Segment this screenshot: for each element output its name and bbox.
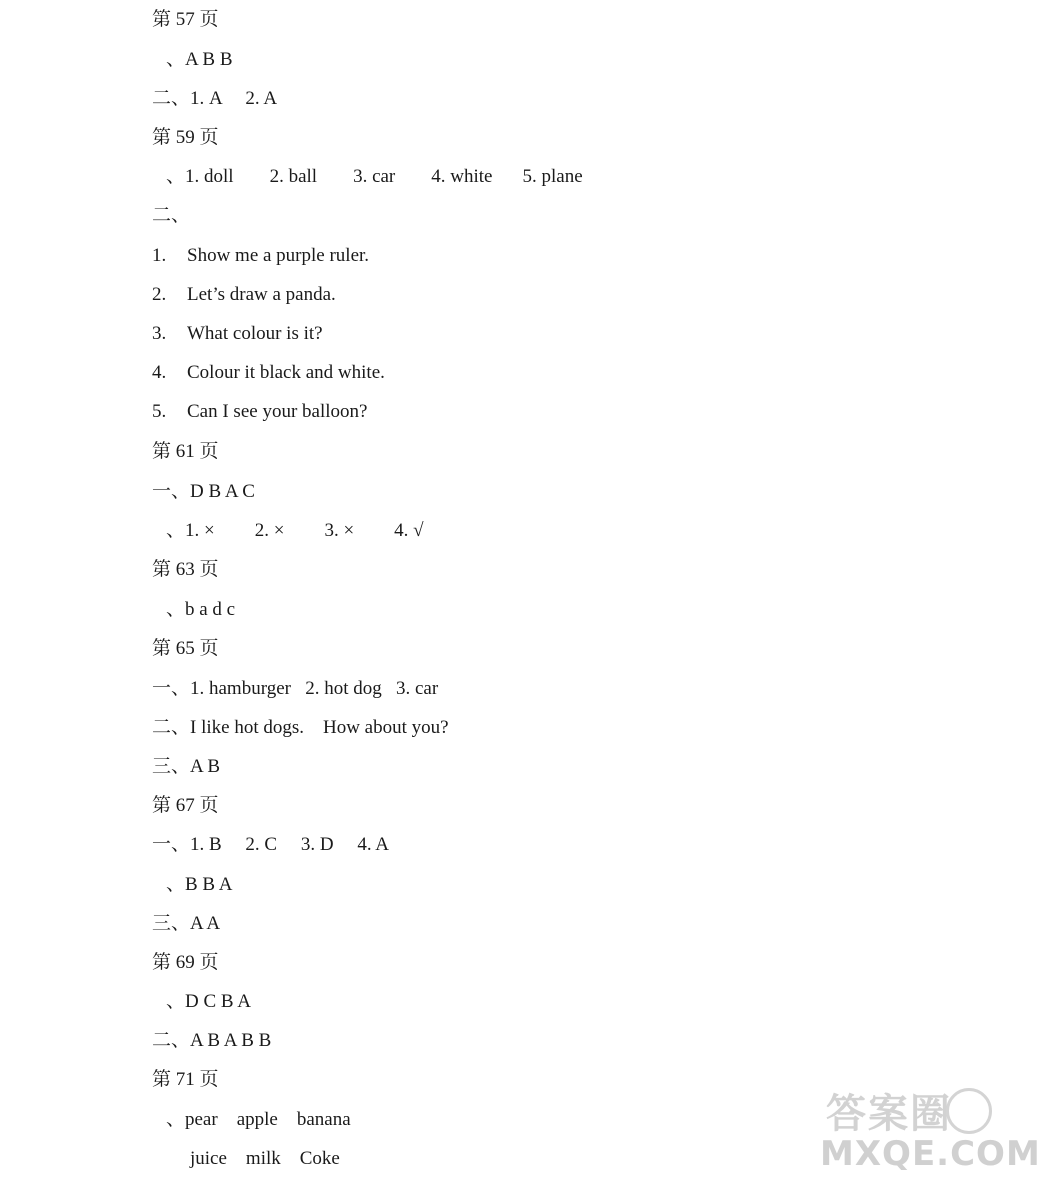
- answer-line: 、b a d c: [166, 599, 236, 620]
- page-heading-69: 第 69 页: [152, 952, 219, 973]
- sentence-number: 4.: [152, 362, 167, 383]
- page-heading-61: 第 61 页: [152, 441, 219, 462]
- watermark-logo: [808, 1082, 1041, 1174]
- answer-item: 、1. ×: [166, 520, 215, 541]
- answer-item: 2. ball: [269, 166, 318, 187]
- answer-item: 2. ×: [254, 520, 285, 541]
- answer-line: juice milk Coke: [190, 1148, 340, 1169]
- answer-item: 4. √: [394, 520, 424, 541]
- sentence-text: Show me a purple ruler.: [187, 245, 370, 266]
- sentence-text: Let’s draw a panda.: [187, 284, 336, 305]
- answer-line: [166, 166, 583, 188]
- answer-item: 3. car: [353, 166, 396, 187]
- sentence-number: 5.: [152, 401, 167, 422]
- answer-line: [166, 520, 424, 542]
- answer-line: 三、A A: [152, 913, 221, 934]
- page-heading-65: 第 65 页: [152, 638, 219, 659]
- answer-line: 、A B B: [166, 49, 233, 70]
- answer-item: 3. ×: [324, 520, 355, 541]
- answer-line: 一、1. B 2. C 3. D 4. A: [152, 834, 389, 855]
- answer-line: 、D C B A: [166, 991, 251, 1012]
- sentence-number: 2.: [152, 284, 167, 305]
- sentence-number: 1.: [152, 245, 167, 266]
- answer-item: 、1. doll: [166, 166, 234, 187]
- page-heading-57: 第 57 页: [152, 9, 219, 30]
- sentence-text: Colour it black and white.: [187, 362, 385, 383]
- page-heading-71: 第 71 页: [152, 1069, 219, 1090]
- answer-line: 一、1. hamburger 2. hot dog 3. car: [152, 678, 439, 699]
- answer-line: 二、I like hot dogs. How about you?: [152, 717, 449, 738]
- answer-line: 二、: [152, 205, 191, 226]
- answer-item: 4. white: [431, 166, 493, 187]
- answer-line: 二、1. A 2. A: [152, 88, 278, 109]
- sentence-number: 3.: [152, 323, 167, 344]
- sentence-text: What colour is it?: [187, 323, 323, 344]
- answer-item: 5. plane: [522, 166, 583, 187]
- answer-line: 一、D B A C: [152, 481, 255, 502]
- watermark-en: MXQE.COM: [820, 1134, 1041, 1174]
- answer-line: 、pear apple banana: [166, 1109, 351, 1130]
- answer-line: 二、A B A B B: [152, 1030, 272, 1051]
- answer-line: 三、A B: [152, 756, 221, 777]
- page-heading-59: 第 59 页: [152, 127, 219, 148]
- answer-line: 、B B A: [166, 874, 233, 895]
- watermark-circle-icon: [946, 1088, 992, 1134]
- sentence-text: Can I see your balloon?: [187, 401, 368, 422]
- watermark-cn: 答案圈: [826, 1091, 952, 1137]
- page-heading-67: 第 67 页: [152, 795, 219, 816]
- page-heading-63: 第 63 页: [152, 559, 219, 580]
